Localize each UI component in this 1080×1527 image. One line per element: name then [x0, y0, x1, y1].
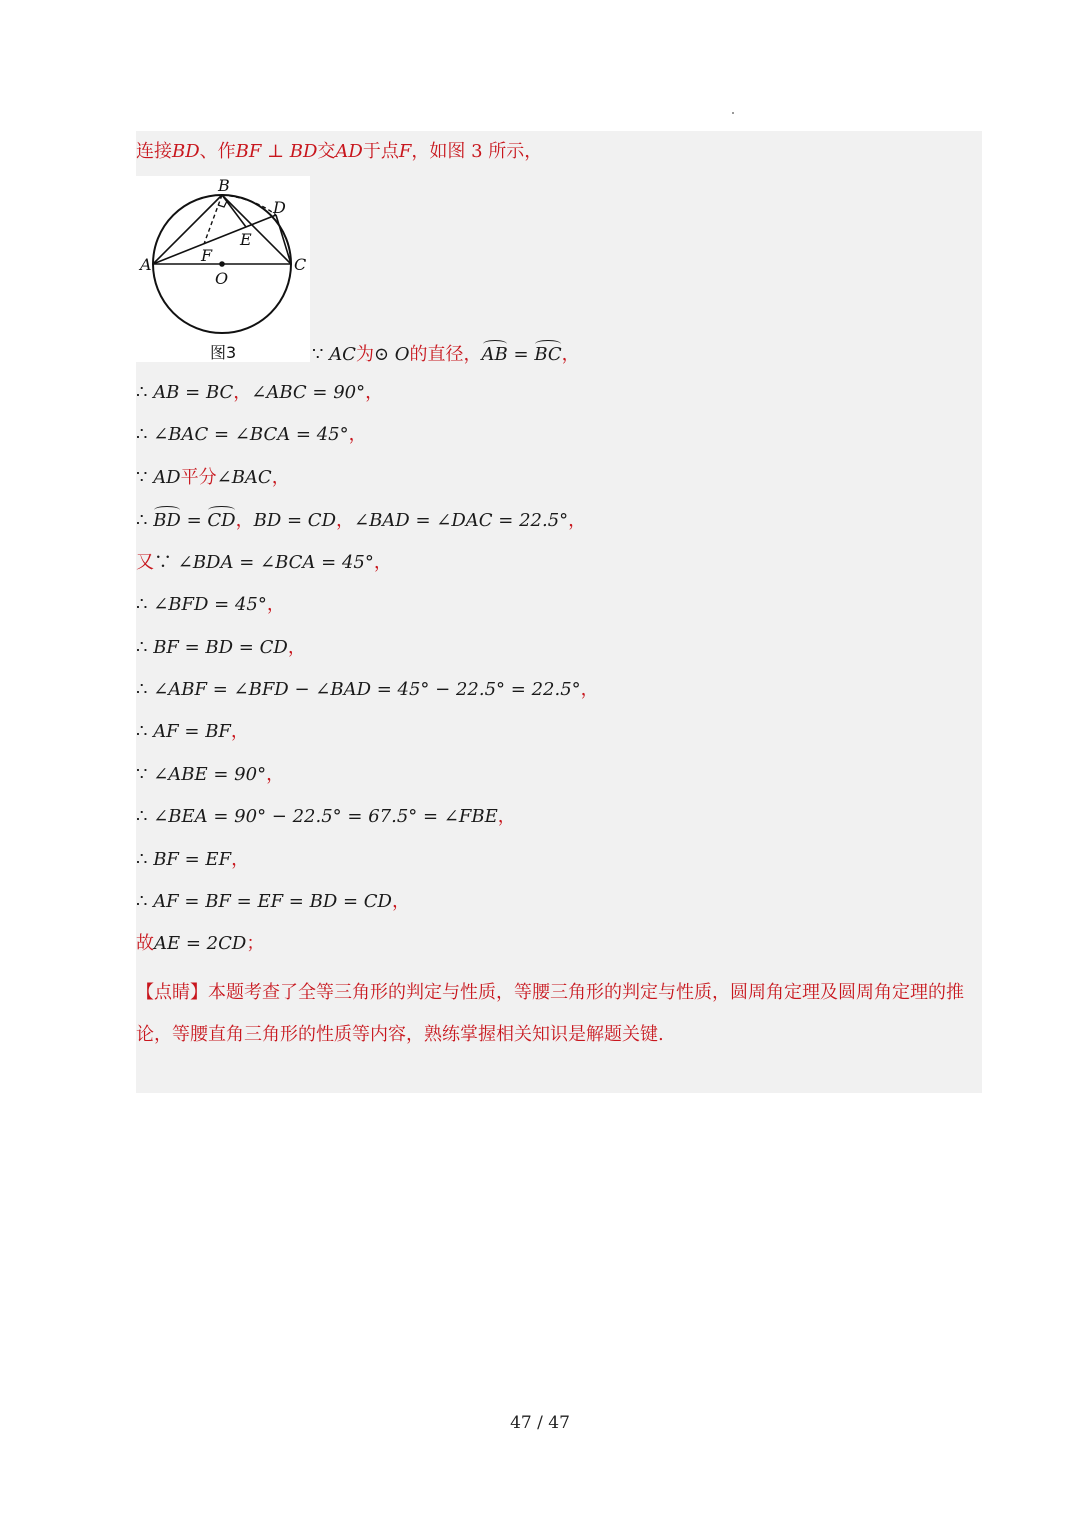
step-line: [136, 720, 249, 744]
step-math: AE = 2CD: [154, 933, 247, 954]
step-line: [136, 678, 599, 702]
step-math: ∠BAD = ∠DAC = 22.5°: [354, 510, 569, 531]
step-line: [136, 805, 516, 829]
step-math: BD = CD: [253, 510, 336, 531]
label-b: B: [218, 176, 230, 195]
arc-ab: AB: [481, 344, 508, 365]
step-text: 又: [136, 552, 154, 573]
step-punct: ，: [561, 344, 580, 365]
step-math: O: [389, 344, 410, 365]
geometry-figure: [136, 176, 310, 362]
step-punct: ，: [568, 510, 587, 531]
therefore-symbol: ∴: [136, 510, 154, 531]
intro-text: 、作: [199, 141, 236, 162]
equals-sign: =: [507, 344, 535, 365]
step-math: BF = EF: [153, 849, 232, 870]
step-punct: ，: [271, 467, 290, 488]
therefore-symbol: ∴: [136, 721, 154, 742]
step-punct: ，: [580, 679, 599, 700]
step-math: ∠BAC = ∠BCA = 45°: [153, 424, 349, 445]
step-math: BF = BD = CD: [153, 637, 288, 658]
therefore-symbol: ∴: [136, 806, 154, 827]
intro-text: ，如图 3 所示，: [411, 141, 543, 162]
therefore-symbol: ∴: [136, 679, 154, 700]
step-line: [136, 423, 367, 447]
step-line: [136, 763, 284, 787]
step-line: [136, 848, 249, 872]
step-line: [136, 551, 392, 575]
circle-symbol: ⊙: [373, 344, 390, 365]
step-text: 为: [355, 344, 374, 365]
step-math: AF = BF: [153, 721, 231, 742]
step-punct: ，: [348, 424, 367, 445]
therefore-symbol: ∴: [136, 594, 154, 615]
step-math: ∠BFD = 45°: [153, 594, 267, 615]
intro-text: 于点: [362, 141, 399, 162]
step-punct: ，: [373, 552, 392, 573]
step-punct: ，: [266, 764, 285, 785]
step-math: ∠BDA = ∠BCA = 45°: [177, 552, 374, 573]
intro-text: 交: [317, 141, 336, 162]
comment-tag: 【点睛】: [136, 982, 208, 1003]
intro-text: 连接: [136, 141, 172, 162]
step-math: ∠ABE = 90°: [153, 764, 267, 785]
arc-cd: CD: [207, 510, 236, 531]
step-math: AF = BF = EF = BD = CD: [153, 891, 392, 912]
circle-diagram: [136, 176, 310, 362]
because-symbol: ∵: [312, 344, 330, 365]
step-math: AD: [153, 467, 181, 488]
step-punct: ，: [230, 721, 249, 742]
page-number: 47 / 47: [510, 1413, 570, 1433]
step-punct: ，: [336, 510, 354, 531]
intro-math: AD: [335, 141, 363, 162]
therefore-symbol: ∴: [136, 891, 154, 912]
because-symbol: ∵: [136, 467, 154, 488]
step-text: 的直径，: [409, 344, 482, 365]
step-line: [136, 636, 306, 660]
equals-sign: =: [180, 510, 208, 531]
step-line: [136, 509, 586, 533]
step-math: ∠ABF = ∠BFD − ∠BAD = 45° − 22.5° = 22.5°: [153, 679, 581, 700]
arc-bc: BC: [534, 344, 562, 365]
step-punct: ，: [266, 594, 285, 615]
step-text: 故: [136, 933, 154, 954]
step-text: 平分: [180, 467, 217, 488]
step-math: ∠BEA = 90° − 22.5° = 67.5° = ∠FBE: [153, 806, 498, 827]
because-symbol: ∵: [154, 552, 178, 573]
step-punct: ，: [235, 510, 254, 531]
comment-text: 本题考查了全等三角形的判定与性质，等腰三角形的判定与性质，圆周角定理及圆周角定理的推论，等腰直角三角形的性质等内容，熟练掌握相关知识是解题关键.: [136, 982, 964, 1045]
step-math: ∠ABC = 90°: [251, 382, 366, 403]
step-punct: ；: [246, 933, 265, 954]
step-math: AB = BC: [153, 382, 234, 403]
figure-caption: 图3: [210, 343, 237, 362]
stray-dot: [732, 112, 734, 114]
arc-bd: BD: [153, 510, 181, 531]
intro-math: BF ⊥ BD: [235, 141, 318, 162]
label-a: A: [140, 255, 152, 274]
step-math: AC: [329, 344, 356, 365]
step-punct: ，: [497, 806, 516, 827]
step-line: [136, 932, 264, 956]
therefore-symbol: ∴: [136, 637, 154, 658]
label-f: F: [201, 246, 213, 265]
intro-math: BD: [172, 141, 200, 162]
step-punct: ，: [287, 637, 306, 658]
therefore-symbol: ∴: [136, 849, 154, 870]
step-line: [136, 381, 383, 405]
step-punct: ，: [233, 382, 252, 403]
because-symbol: ∵: [136, 764, 154, 785]
step-punct: ，: [365, 382, 384, 403]
step-line: [136, 593, 285, 617]
label-c: C: [294, 255, 307, 274]
step-math: ∠BAC: [216, 467, 272, 488]
intro-line: [136, 140, 542, 164]
comment-paragraph: [136, 972, 982, 1056]
step-line: [136, 890, 410, 914]
step-punct: ，: [392, 891, 410, 912]
therefore-symbol: ∴: [136, 424, 154, 445]
label-o: O: [215, 269, 229, 288]
step-line: [312, 343, 580, 367]
label-d: D: [273, 198, 286, 217]
intro-math: F: [398, 141, 412, 162]
step-punct: ，: [231, 849, 250, 870]
therefore-symbol: ∴: [136, 382, 154, 403]
label-e: E: [240, 230, 252, 249]
step-line: [136, 466, 290, 490]
